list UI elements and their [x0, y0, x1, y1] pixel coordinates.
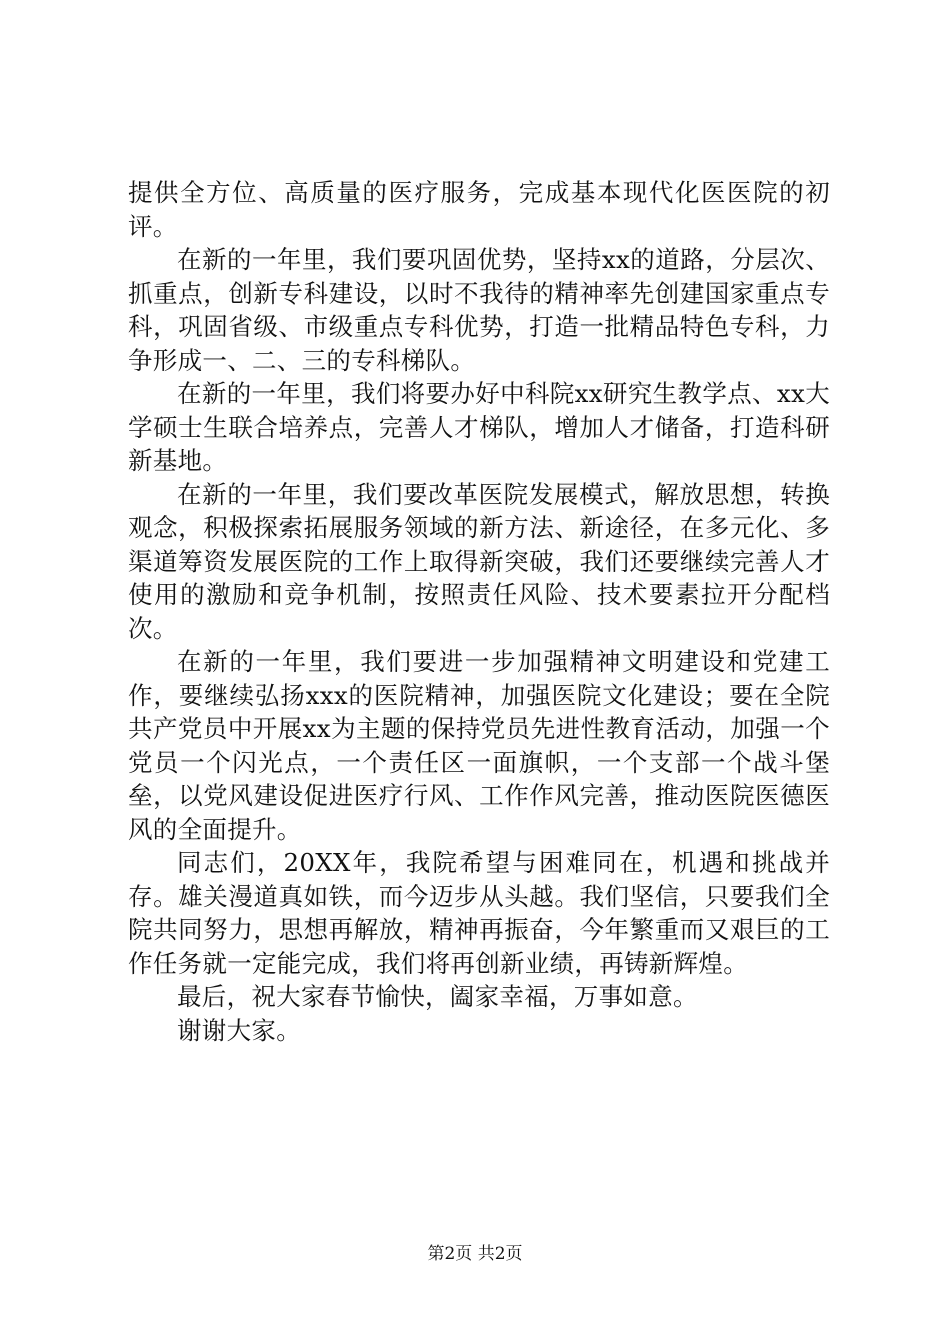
paragraph-specialty: 在新的一年里，我们要巩固优势，坚持xx的道路，分层次、抓重点，创新专科建设，以时不我待的精神率先创建国家重点专科，巩固省级、市级重点专科优势，打造一批精品特色专科，力争形成一、二、三的专科梯队。 — [128, 245, 830, 375]
paragraph-reform: 在新的一年里，我们要改革医院发展模式，解放思想，转换观念，积极探索拓展服务领域的新方法、新途径，在多元化、多渠道筹资发展医院的工作上取得新突破，我们还要继续完善人才使用的激励和竞争机制，按照责任风险、技术要素拉开分配档次。 — [128, 479, 830, 643]
paragraph-continuation: 提供全方位、高质量的医疗服务，完成基本现代化医医院的初评。 — [128, 178, 830, 241]
page-footer — [0, 1243, 950, 1265]
page-number: 第2页 共2页 — [427, 1244, 523, 1264]
document-body — [128, 176, 830, 1047]
paragraph-comrades: 同志们，20XX年，我院希望与困难同在，机遇和挑战并存。雄关漫道真如铁，而今迈步从头越。我们坚信，只要我们全院共同努力，思想再解放，精神再振奋，今年繁重而又艰巨的工作任务就一定能完成，我们将再创新业绩，再铸新辉煌。 — [128, 848, 830, 978]
paragraph-party-building: 在新的一年里，我们要进一步加强精神文明建设和党建工作，要继续弘扬xxx的医院精神，加强医院文化建设；要在全院共产党员中开展xx为主题的保持党员先进性教育活动，加强一个党员一个闪光点，一个责任区一面旗帜，一个支部一个战斗堡垒，以党风建设促进医疗行风、工作作风完善，推动医院医德医风的全面提升。 — [128, 647, 830, 844]
paragraph-thanks: 谢谢大家。 — [177, 1015, 301, 1045]
paragraph-wishes: 最后，祝大家春节愉快，阖家幸福，万事如意。 — [177, 982, 698, 1011]
paragraph-education: 在新的一年里，我们将要办好中科院xx研究生教学点、xx大学硕士生联合培养点，完善人才梯队，增加人才储备，打造科研新基地。 — [128, 379, 830, 475]
